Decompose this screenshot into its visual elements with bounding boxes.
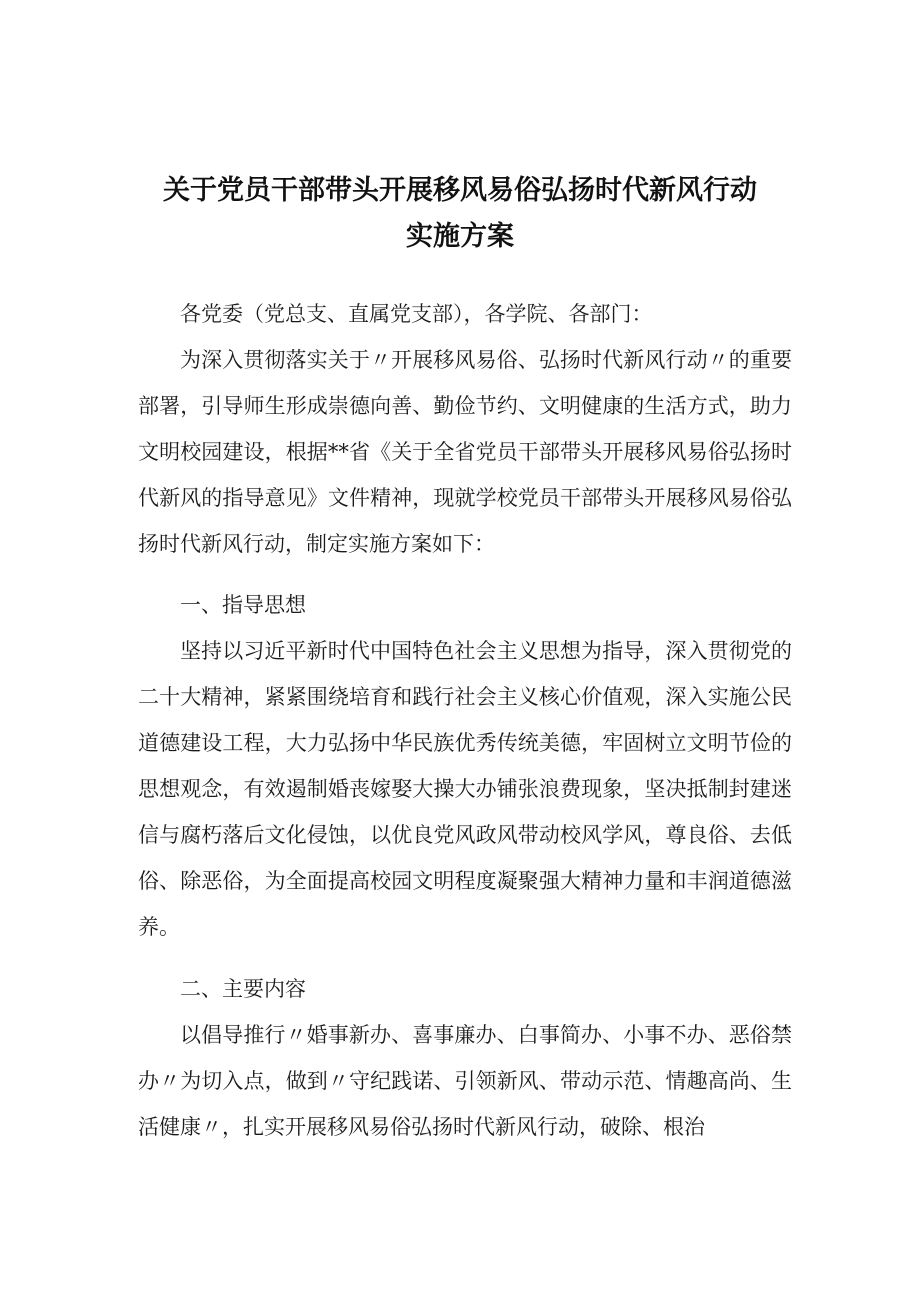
document-title-line-2: 实施方案 bbox=[406, 221, 514, 252]
section-body-guiding-ideology: 坚持以习近平新时代中国特色社会主义思想为指导，深入贯彻党的二十大精神，紧紧围绕培育和践行社会主义核心价值观，深入实施公民道德建设工程，大力弘扬中华民族优秀传统美德，牢固树立文明节俭的思想观念，有效遏制婚丧嫁娶大操大办铺张浪费现象，坚决抵制封建迷信与腐朽落后文化侵蚀，以优良党风政风带动校风学风，尊良俗、去低俗、除恶俗，为全面提高校园文明程度凝聚强大精神力量和丰润道德滋养。 bbox=[138, 639, 792, 939]
salutation: 各党委（党总支、直属党支部），各学院、各部门： bbox=[180, 302, 653, 326]
section-heading-main-content: 二、主要内容 bbox=[180, 977, 306, 1001]
document-title-line-1: 关于党员干部带头开展移风易俗弘扬时代新风行动 bbox=[163, 175, 757, 206]
section-body-main-content: 以倡导推行〃婚事新办、喜事廉办、白事简办、小事不办、恶俗禁办〃为切入点，做到〃守纪践诺、引领新风、带动示范、情趣高尚、生活健康〃，扎实开展移风易俗弘扬时代新风行动，破除、根治 bbox=[138, 1023, 792, 1139]
section-heading-guiding-ideology: 一、指导思想 bbox=[180, 593, 306, 617]
intro-paragraph: 为深入贯彻落实关于〃开展移风易俗、弘扬时代新风行动〃的重要部署，引导师生形成崇德向善、勤俭节约、文明健康的生活方式，助力文明校园建设，根据**省《关于全省党员干部带头开展移风易俗弘扬时代新风的指导意见》文件精神，现就学校党员干部带头开展移风易俗弘扬时代新风行动，制定实施方案如下： bbox=[138, 348, 792, 556]
